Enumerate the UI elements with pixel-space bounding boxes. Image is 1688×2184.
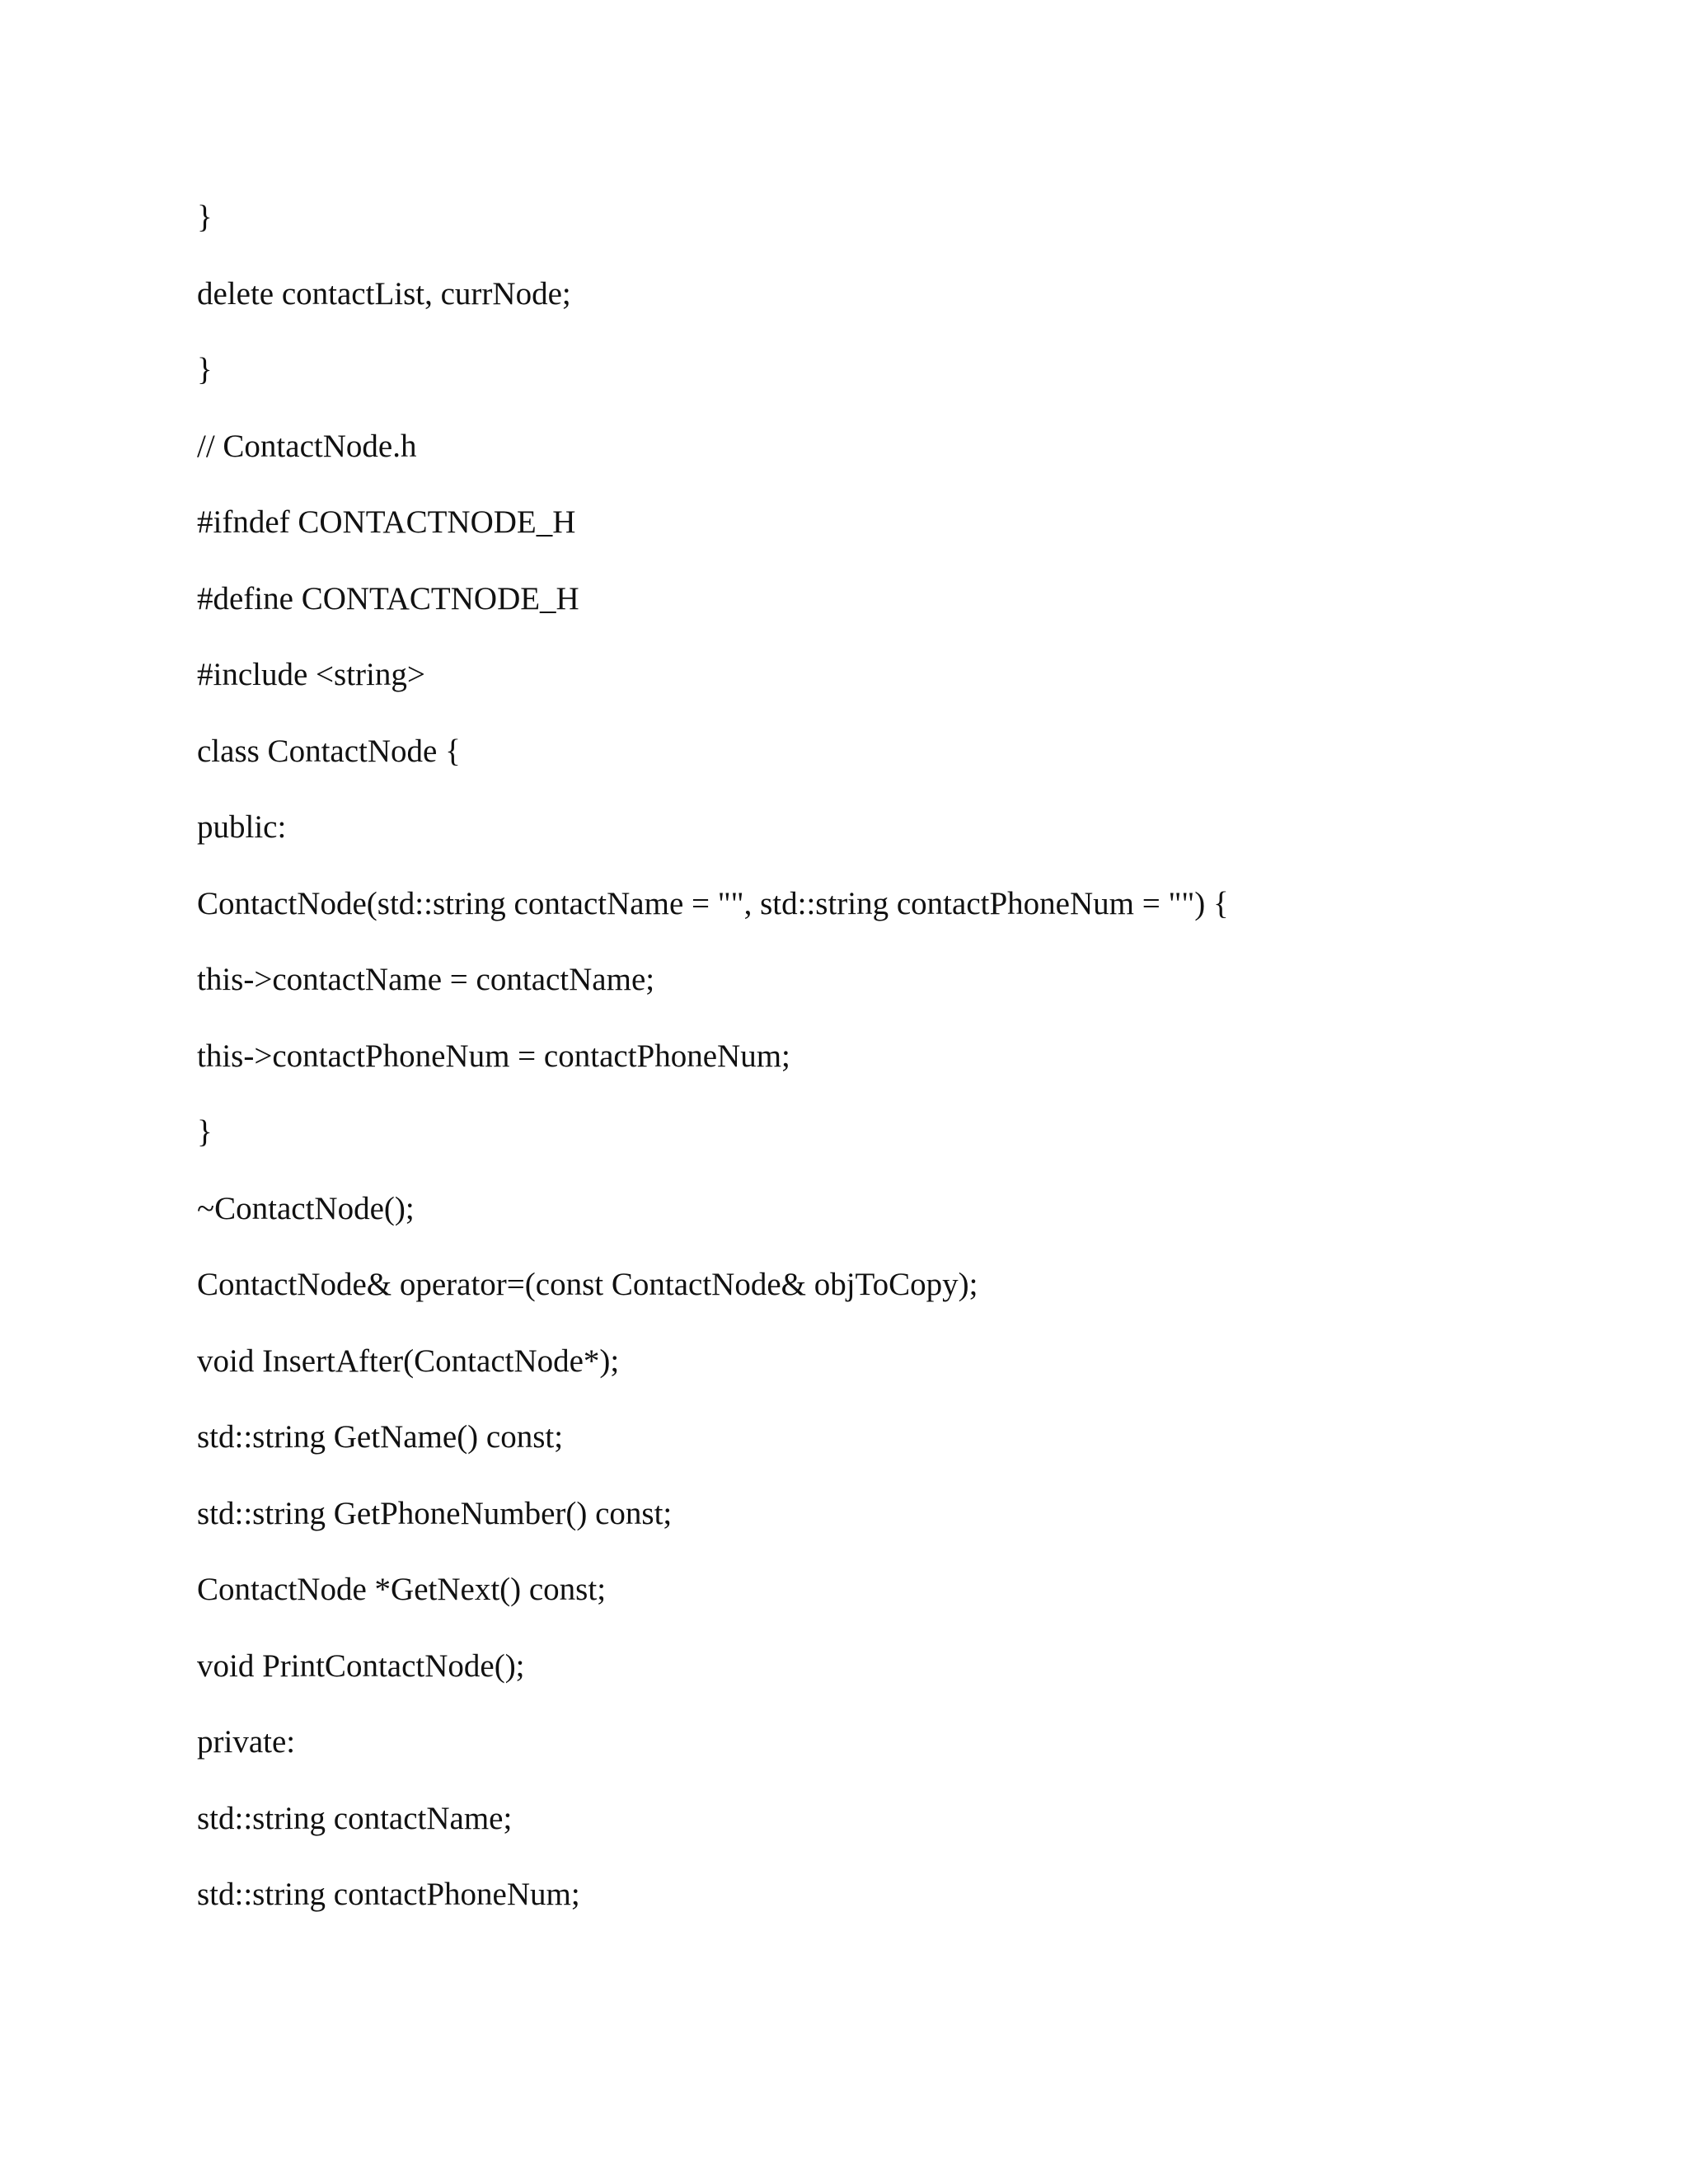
code-line: ContactNode(std::string contactName = "", std::string contactPhoneNum = "") { <box>197 885 1229 921</box>
code-line: ContactNode& operator=(const ContactNode& objToCopy); <box>197 1267 978 1302</box>
code-line: #ifndef CONTACTNODE_H <box>197 504 576 540</box>
code-line: } <box>197 352 213 387</box>
code-line: #include <string> <box>197 657 425 692</box>
code-line: std::string GetPhoneNumber() const; <box>197 1495 673 1531</box>
code-line: // ContactNode.h <box>197 428 417 464</box>
code-line: ~ContactNode(); <box>197 1190 415 1226</box>
code-line: #define CONTACTNODE_H <box>197 580 579 616</box>
code-line: this->contactName = contactName; <box>197 962 655 997</box>
code-line: } <box>197 199 213 235</box>
code-line: class ContactNode { <box>197 733 461 769</box>
code-line: void PrintContactNode(); <box>197 1647 525 1684</box>
code-listing <box>197 193 1598 1947</box>
code-line: ContactNode *GetNext() const; <box>197 1572 607 1607</box>
code-line: public: <box>197 809 287 845</box>
code-line: this->contactPhoneNum = contactPhoneNum; <box>197 1038 790 1074</box>
code-line: std::string GetName() const; <box>197 1419 564 1455</box>
code-line: delete contactList, currNode; <box>197 275 571 312</box>
code-line: std::string contactPhoneNum; <box>197 1877 580 1912</box>
code-line: private: <box>197 1724 296 1760</box>
code-line: std::string contactName; <box>197 1800 513 1836</box>
code-line: void InsertAfter(ContactNode*); <box>197 1343 620 1379</box>
code-line: } <box>197 1114 213 1150</box>
